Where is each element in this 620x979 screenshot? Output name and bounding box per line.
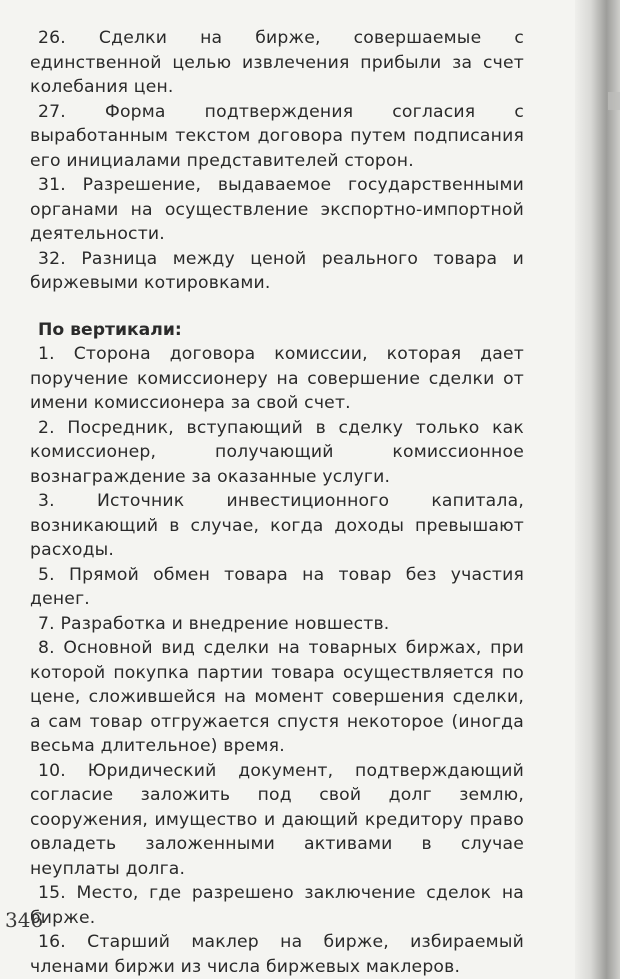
across-item-27: 27. Форма подтверждения согласия с выработанным текстом договора путем подписания его инициалами представителей сторон. <box>30 101 524 171</box>
down-item-3: 3. Источник инвестиционного капитала, возникающий в случае, когда доходы превышают расходы. <box>30 491 524 560</box>
across-item-26: 26. Сделки на бирже, совершаемые с единственной целью извлечения прибыли за счет колебания цен. <box>30 28 524 97</box>
down-heading: По вертикали: <box>38 319 182 340</box>
down-item-7: 7. Разработка и внедрение новшеств. <box>38 613 390 634</box>
down-item-2: 2. Посредник, вступающий в сделку только как комиссионер, получающий комиссионное вознаграждение за оказанные услуги. <box>30 417 524 487</box>
down-item-1: 1. Сторона договора комиссии, которая дает поручение комиссионеру на совершение сделки от имени комиссионера за свой счет. <box>30 344 524 413</box>
bleed-through-mark <box>608 92 620 110</box>
down-item-15: 15. Место, где разрешено заключение сделок на бирже. <box>30 883 524 928</box>
book-gutter-shadow <box>575 0 620 979</box>
down-item-8: 8. Основной вид сделки на товарных биржах, при которой покупка партии товара осуществляется по цене, сложившейся на момент совершения сделки, а сам товар отгружается спустя некоторое (иногда весьма длительное) время. <box>30 638 524 756</box>
page-content <box>30 26 524 979</box>
down-item-10: 10. Юридический документ, подтверждающий согласие заложить под свой долг землю, сооружения, имущество и дающий кредитору право овладеть заложенными активами в случае неуплаты долга. <box>30 760 524 879</box>
down-item-16: 16. Старший маклер на бирже, избираемый членами биржи из числа биржевых маклеров. <box>30 932 524 977</box>
across-item-31: 31. Разрешение, выдаваемое государственными органами на осуществление экспортно-импортной деятельности. <box>30 175 524 244</box>
down-item-5: 5. Прямой обмен товара на товар без участия денег. <box>30 564 524 609</box>
page-number: 346 <box>5 908 44 932</box>
across-item-32: 32. Разница между ценой реального товара и биржевыми котировками. <box>30 248 524 293</box>
